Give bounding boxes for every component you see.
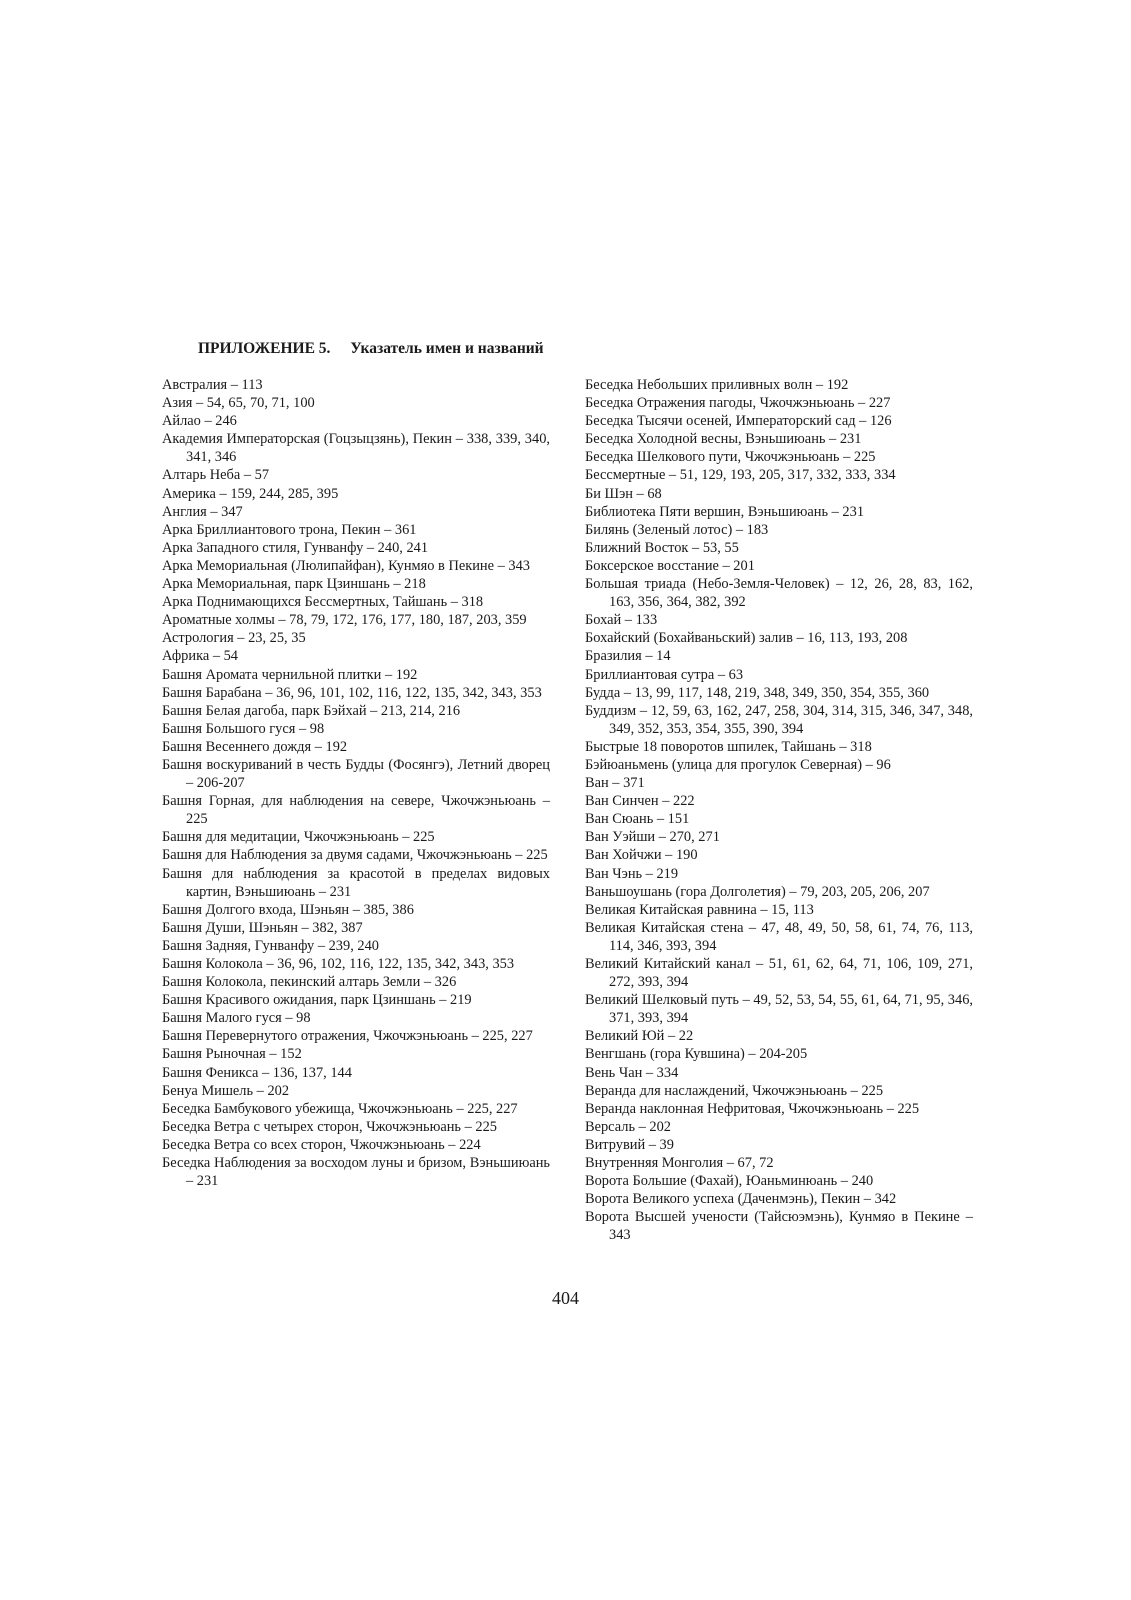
index-entry: Версаль – 202 xyxy=(585,1118,671,1135)
index-entry: Азия – 54, 65, 70, 71, 100 xyxy=(162,395,315,412)
index-entry: Беседка Ветра с четырех сторон, Чжочжэньюань – 225 xyxy=(162,1118,497,1135)
appendix-label: ПРИЛОЖЕНИЕ 5. xyxy=(198,340,331,357)
index-entry: Великая Китайская равнина – 15, 113 xyxy=(585,901,814,918)
index-entry: Бэйюаньмень (улица для прогулок Северная) – 96 xyxy=(585,756,891,773)
index-entry: Беседка Шелкового пути, Чжочжэньюань – 225 xyxy=(585,449,876,466)
index-entry: Большая триада (Небо-Земля-Человек) – 12, 26, 28, 83, 162, 163, 356, 364, 382, 392 xyxy=(585,576,973,611)
index-entry: Будда – 13, 99, 117, 148, 219, 348, 349, 350, 354, 355, 360 xyxy=(585,684,930,701)
index-entry: Венгшань (гора Кувшина) – 204-205 xyxy=(585,1046,808,1063)
index-entry: Арка Поднимающихся Бессмертных, Тайшань – 318 xyxy=(162,594,484,611)
index-entry: Башня Перевернутого отражения, Чжочжэньюань – 225, 227 xyxy=(162,1028,533,1045)
index-entry: Австралия – 113 xyxy=(162,377,263,393)
index-entry: Алтарь Неба – 57 xyxy=(162,467,270,484)
index-column-left xyxy=(162,376,550,1190)
index-entry: Беседка Небольших приливных волн – 192 xyxy=(585,377,849,393)
index-entry: Библиотека Пяти вершин, Вэньшиюань – 231 xyxy=(585,503,865,520)
index-entry: Башня воскуриваний в честь Будды (Фосянгэ), Летний дворец – 206-207 xyxy=(162,756,550,792)
index-column-right xyxy=(585,376,973,1245)
index-entry: Башня Феникса – 136, 137, 144 xyxy=(162,1064,352,1081)
index-entry: Беседка Ветра со всех сторон, Чжочжэньюань – 224 xyxy=(162,1136,481,1153)
index-entry: Великий Юй – 22 xyxy=(585,1028,694,1045)
index-entry: Арка Западного стиля, Гунванфу – 240, 241 xyxy=(162,539,429,556)
index-entry: Башня Души, Шэньян – 382, 387 xyxy=(162,919,363,936)
index-entry: Беседка Тысячи осеней, Императорский сад – 126 xyxy=(585,413,892,430)
index-entry: Ван Сюань – 151 xyxy=(585,811,690,828)
index-entry: Великий Шелковый путь – 49, 52, 53, 54, 55, 61, 64, 71, 95, 346, 371, 393, 394 xyxy=(585,992,973,1027)
index-entry: Африка – 54 xyxy=(162,648,239,665)
index-entry: Великий Китайский канал – 51, 61, 62, 64, 71, 106, 109, 271, 272, 393, 394 xyxy=(585,956,973,991)
index-entry: Бриллиантовая сутра – 63 xyxy=(585,666,744,683)
index-entry: Веранда для наслаждений, Чжочжэньюань – 225 xyxy=(585,1082,884,1099)
index-entry: Башня Долгого входа, Шэньян – 385, 386 xyxy=(162,901,414,918)
index-entry: Бохайский (Бохайваньский) залив – 16, 113, 193, 208 xyxy=(585,630,908,647)
index-entry: Башня для наблюдения за красотой в пределах видовых картин, Вэньшиюань – 231 xyxy=(162,865,550,900)
index-entry: Башня Большого гуся – 98 xyxy=(162,720,325,737)
index-entry: Башня Рыночная – 152 xyxy=(162,1046,302,1063)
index-entry: Башня Барабана – 36, 96, 101, 102, 116, 122, 135, 342, 343, 353 xyxy=(162,684,542,701)
index-entry: Англия – 347 xyxy=(162,503,243,520)
index-entry: Ближний Восток – 53, 55 xyxy=(585,539,739,556)
index-entry: Беседка Холодной весны, Вэньшиюань – 231 xyxy=(585,431,862,448)
index-entry: Башня Аромата чернильной плитки – 192 xyxy=(162,666,418,683)
index-entry: Айлао – 246 xyxy=(162,413,237,430)
index-entry: Бохай – 133 xyxy=(585,612,658,629)
index-entry: Арка Бриллиантового трона, Пекин – 361 xyxy=(162,521,417,538)
index-entry: Башня Малого гуся – 98 xyxy=(162,1010,311,1027)
index-entry: Башня Задняя, Гунванфу – 239, 240 xyxy=(162,937,379,954)
index-entry: Астрология – 23, 25, 35 xyxy=(162,630,306,647)
index-entry: Академия Императорская (Гоцзыцзянь), Пекин – 338, 339, 340, 341, 346 xyxy=(162,431,550,466)
index-entry: Беседка Наблюдения за восходом луны и бризом, Вэньшиюань – 231 xyxy=(162,1155,550,1190)
index-entry: Ароматные холмы – 78, 79, 172, 176, 177, 180, 187, 203, 359 xyxy=(162,612,527,629)
index-entry: Ворота Великого успеха (Даченмэнь), Пекин – 342 xyxy=(585,1191,897,1208)
index-entry: Ван Хойчжи – 190 xyxy=(585,847,698,864)
index-entry: Быстрые 18 поворотов шпилек, Тайшань – 318 xyxy=(585,738,872,755)
index-entry: Ваньшоушань (гора Долголетия) – 79, 203, 205, 206, 207 xyxy=(585,883,930,900)
index-entry: Башня Колокола, пекинский алтарь Земли – 326 xyxy=(162,974,457,991)
index-entry: Арка Мемориальная, парк Цзиншань – 218 xyxy=(162,576,426,593)
index-entry: Бессмертные – 51, 129, 193, 205, 317, 332, 333, 334 xyxy=(585,467,896,484)
index-entry: Ворота Высшей учености (Тайсюэмэнь), Кунмяо в Пекине – 343 xyxy=(585,1209,973,1244)
index-entry: Бразилия – 14 xyxy=(585,648,671,665)
index-entry: Буддизм – 12, 59, 63, 162, 247, 258, 304, 314, 315, 346, 347, 348, 349, 352, 353, 354, 355, 390, 394 xyxy=(585,702,973,737)
page-number: 404 xyxy=(552,1288,579,1308)
index-entry: Ворота Большие (Фахай), Юаньминюань – 240 xyxy=(585,1173,874,1190)
index-entry: Америка – 159, 244, 285, 395 xyxy=(162,485,339,502)
index-entry: Беседка Отражения пагоды, Чжочжэньюань – 227 xyxy=(585,395,891,412)
index-title: Указатель имен и названий xyxy=(350,340,544,357)
index-entry: Арка Мемориальная (Люлипайфан), Кунмяо в Пекине – 343 xyxy=(162,557,530,574)
index-entry: Великая Китайская стена – 47, 48, 49, 50, 58, 61, 74, 76, 113, 114, 346, 393, 394 xyxy=(585,919,973,954)
index-entry: Би Шэн – 68 xyxy=(585,485,662,502)
index-entry: Башня Горная, для наблюдения на севере, Чжочжэньюань – 225 xyxy=(162,793,550,828)
index-entry: Башня для Наблюдения за двумя садами, Чжочжэньюань – 225 xyxy=(162,847,548,864)
index-entry: Витрувий – 39 xyxy=(585,1136,674,1153)
index-entry: Вень Чан – 334 xyxy=(585,1064,679,1081)
index-entry: Башня для медитации, Чжочжэньюань – 225 xyxy=(162,829,435,846)
index-entry: Билянь (Зеленый лотос) – 183 xyxy=(585,521,769,538)
index-entry: Веранда наклонная Нефритовая, Чжочжэньюань – 225 xyxy=(585,1100,920,1117)
index-entry: Башня Красивого ожидания, парк Цзиншань – 219 xyxy=(162,992,472,1009)
index-entry: Башня Весеннего дождя – 192 xyxy=(162,738,348,755)
index-entry: Внутренняя Монголия – 67, 72 xyxy=(585,1155,774,1172)
index-entry: Боксерское восстание – 201 xyxy=(585,557,755,574)
index-entry: Бенуа Мишель – 202 xyxy=(162,1082,290,1099)
index-entry: Башня Колокола – 36, 96, 102, 116, 122, 135, 342, 343, 353 xyxy=(162,956,515,972)
index-entry: Ван Синчен – 222 xyxy=(585,793,695,810)
index-entry: Ван Уэйши – 270, 271 xyxy=(585,829,720,846)
index-heading xyxy=(198,340,544,358)
index-entry: Ван Чэнь – 219 xyxy=(585,865,679,882)
index-entry: Башня Белая дагоба, парк Бэйхай – 213, 214, 216 xyxy=(162,702,461,719)
index-entry: Ван – 371 xyxy=(585,775,645,792)
index-entry: Беседка Бамбукового убежища, Чжочжэньюань – 225, 227 xyxy=(162,1100,518,1117)
